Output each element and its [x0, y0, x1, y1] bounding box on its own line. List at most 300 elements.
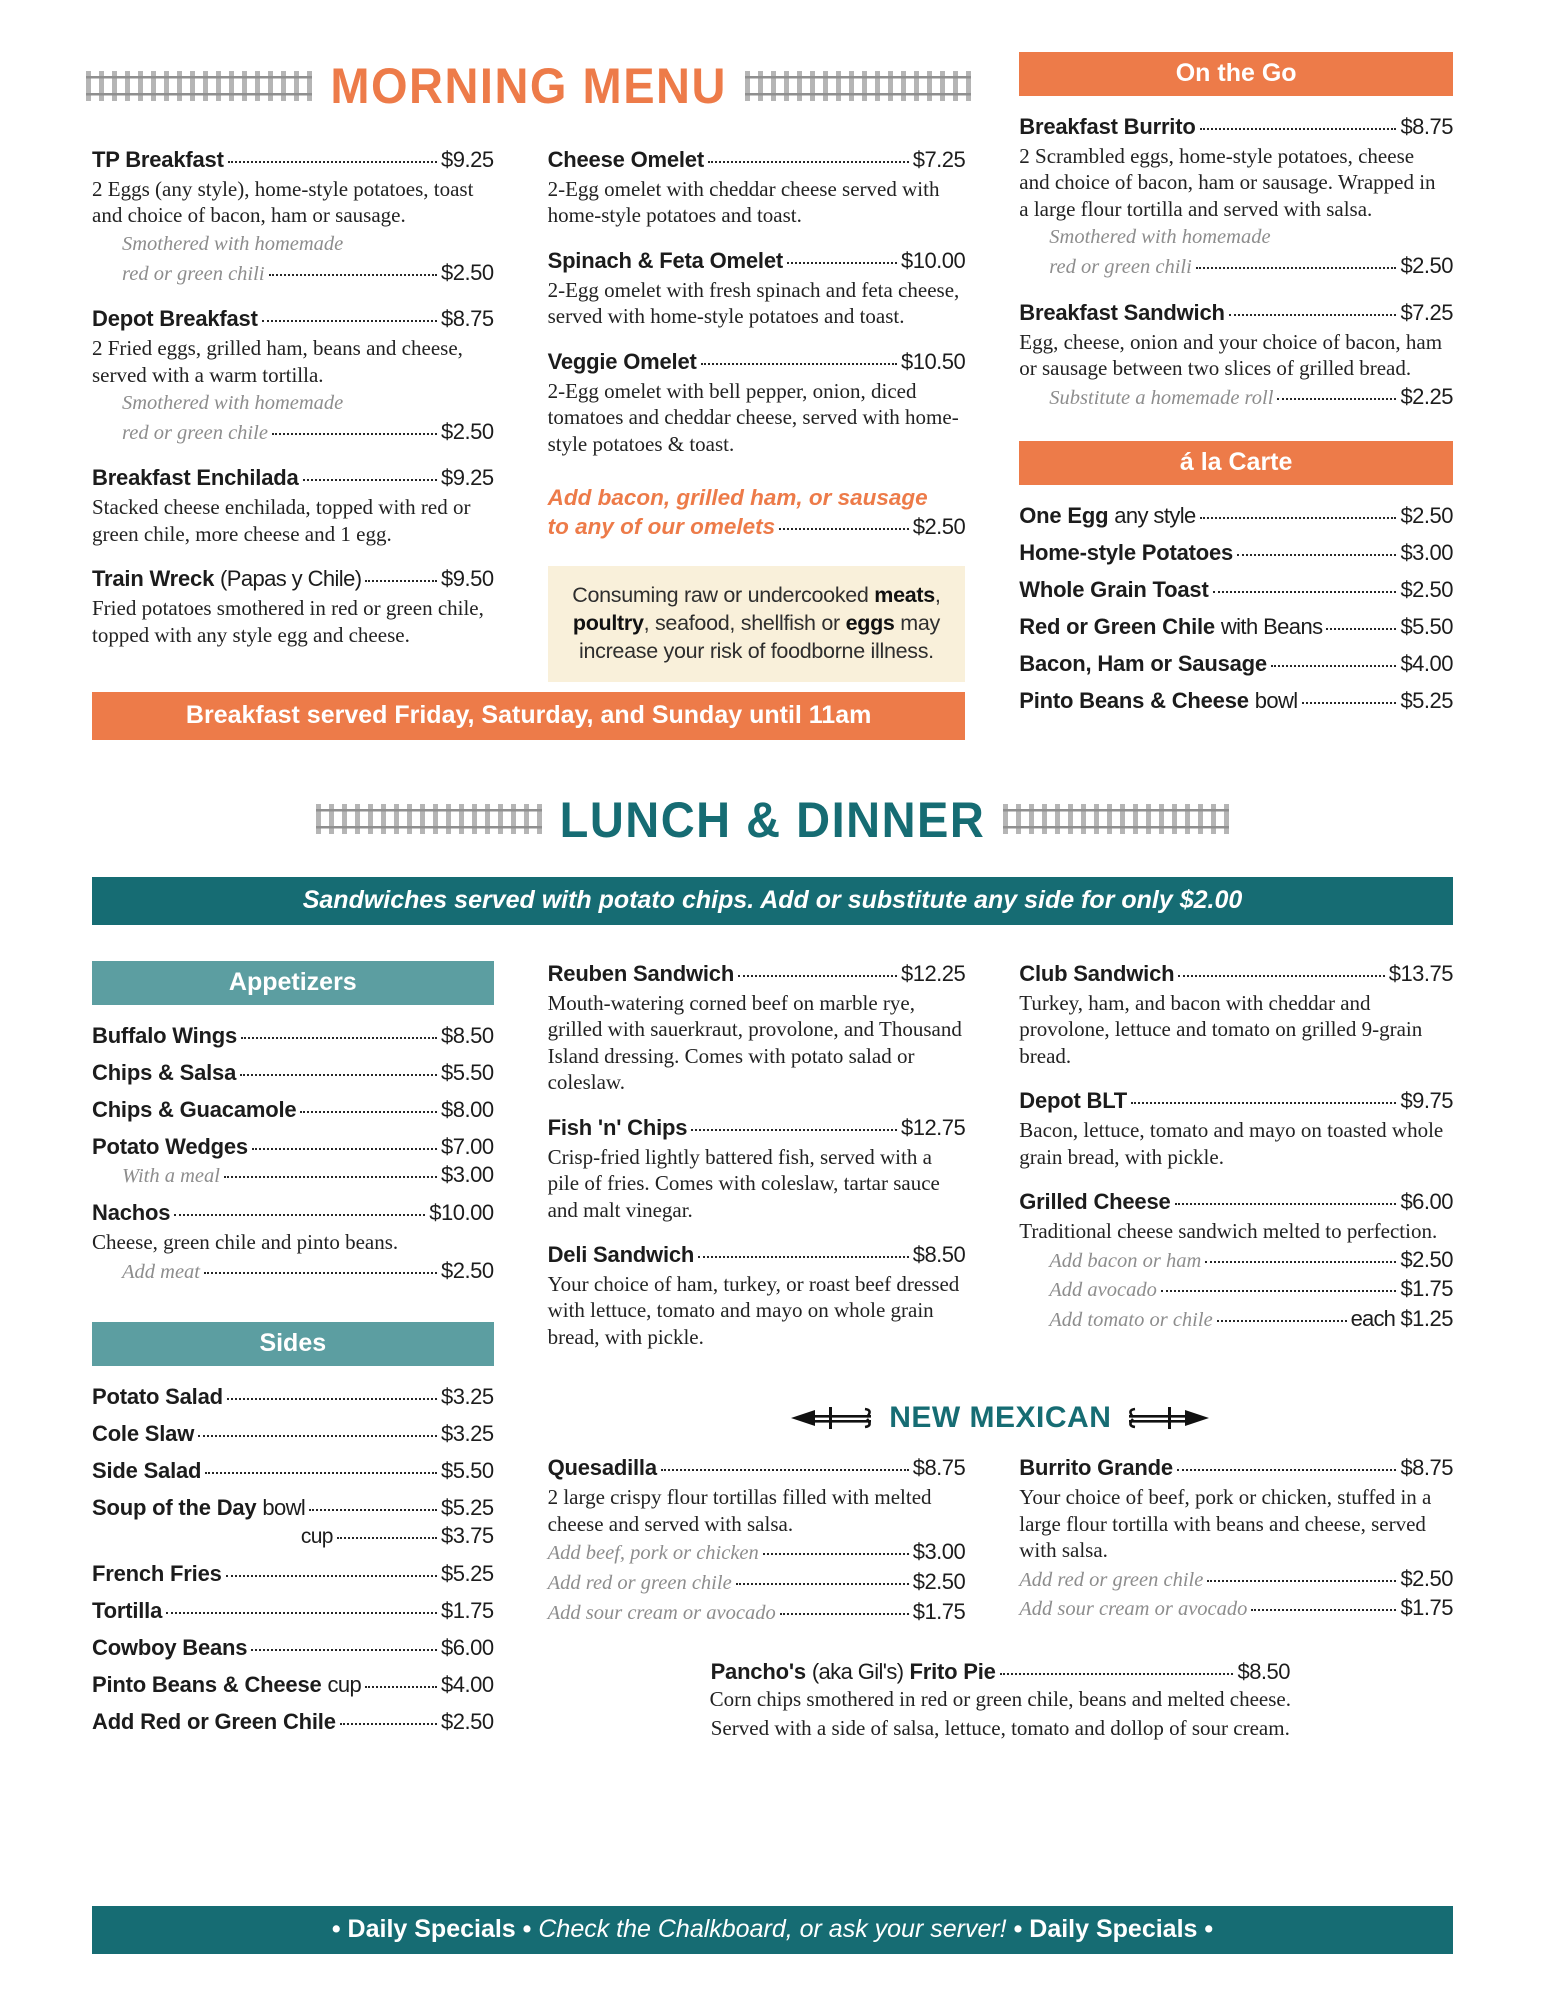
menu-item-name: Chips & Salsa: [92, 1059, 237, 1085]
menu-item-addon-price: $3.00: [912, 1539, 966, 1565]
a-la-carte-header: á la Carte: [1019, 441, 1453, 485]
menu-item: [548, 1455, 966, 1626]
menu-item-name: Pinto Beans & Cheese bowl: [1019, 688, 1298, 714]
dotted-leader: [272, 433, 437, 435]
menu-item-name-row: [92, 1495, 494, 1521]
menu-item-price: $8.50: [912, 1242, 966, 1267]
menu-item: [548, 1242, 966, 1350]
dotted-leader: [300, 1111, 437, 1113]
menu-item-price: $5.50: [1400, 614, 1453, 640]
menu-item-price: $9.25: [441, 147, 494, 172]
dotted-leader: [240, 1074, 437, 1076]
menu-item-name: Cheese Omelet: [547, 147, 704, 172]
menu-item-price: $5.50: [441, 1457, 494, 1483]
menu-item: [92, 1458, 494, 1484]
morning-section: [92, 52, 1453, 740]
menu-item: [548, 248, 966, 330]
menu-item: [92, 465, 494, 547]
menu-item-price: $9.75: [1400, 1088, 1453, 1114]
dotted-leader: [1277, 398, 1396, 400]
menu-item: [92, 1672, 494, 1698]
menu-item: [1019, 577, 1453, 603]
arrow-right-ornament-icon: [1125, 1405, 1211, 1431]
menu-item-addon-label: With a meal: [122, 1164, 220, 1187]
menu-item-name: Depot BLT: [1019, 1088, 1128, 1114]
dotted-leader: [1271, 665, 1397, 667]
menu-item-price: $2.50: [1400, 503, 1453, 529]
menu-item-description: 2 large crispy flour tortillas filled with melted cheese and served with salsa.: [547, 1485, 932, 1536]
menu-item-name: Breakfast Sandwich: [1019, 299, 1225, 325]
dotted-leader: [1205, 1261, 1396, 1263]
dotted-leader: [1326, 628, 1396, 630]
menu-item-name-row: [92, 1598, 494, 1624]
menu-item-addon-row: [1019, 1276, 1453, 1304]
menu-item-name: Grilled Cheese: [1019, 1189, 1171, 1215]
menu-item-addon-label: Add meat: [122, 1260, 200, 1283]
menu-item-name-row: [92, 465, 494, 491]
menu-item-addon-label: Add red or green chile: [1019, 1568, 1204, 1591]
train-track-icon: [745, 71, 971, 101]
dotted-leader: [226, 1575, 437, 1577]
appetizers-items: [92, 1023, 494, 1286]
menu-item-name: Reuben Sandwich: [547, 960, 735, 986]
dotted-leader: [1200, 517, 1397, 519]
dotted-leader: [1161, 1290, 1397, 1292]
menu-item-name-row: [1019, 651, 1453, 677]
omelet-items: [548, 147, 966, 457]
dotted-leader: [205, 1472, 437, 1474]
menu-item-name: Home-style Potatoes: [1019, 540, 1234, 566]
menu-item-addon-label: red or green chili: [122, 262, 265, 285]
menu-item-name: Quesadilla: [547, 1455, 657, 1481]
menu-item-price: $5.25: [1400, 688, 1453, 714]
dotted-leader: [198, 1435, 437, 1437]
sandwich-note-banner: Sandwiches served with potato chips. Add or substitute any side for only $2.00: [92, 877, 1453, 925]
menu-item-name-row: [548, 1455, 966, 1481]
menu-item: [1019, 540, 1453, 566]
dotted-leader: [787, 262, 897, 264]
addon-price-prefix: each: [1350, 1305, 1401, 1331]
menu-item-name-row: [92, 306, 494, 332]
menu-item-price: $2.50: [441, 1708, 494, 1734]
menu-item-description: 2 Scrambled eggs, home-style potatoes, cheese and choice of bacon, ham or sausage. Wrapped in a large flour tortilla and served with salsa.: [1019, 144, 1436, 221]
menu-item-addon-row: [92, 1258, 494, 1286]
menu-item-price: $12.75: [900, 1114, 966, 1140]
appetizers-header: Appetizers: [92, 961, 494, 1005]
menu-item: [92, 1097, 494, 1123]
banner-text-segment: eggs: [845, 610, 895, 635]
breakfast-hours-banner-wrap: [92, 682, 965, 740]
menu-item-description: 2-Egg omelet with fresh spinach and feta cheese, served with home-style potatoes and toast.: [547, 277, 960, 329]
dotted-leader: [738, 975, 897, 977]
banner-text-segment: • Daily Specials •: [1006, 1915, 1214, 1943]
dotted-leader: [763, 1553, 909, 1555]
menu-item-description: Traditional cheese sandwich melted to perfection.: [1019, 1219, 1438, 1244]
menu-item-description: Turkey, ham, and bacon with cheddar and provolone, lettuce and tomato on grilled 9-grain bread.: [1019, 990, 1423, 1068]
menu-item-addon-row: [1019, 253, 1453, 281]
dotted-leader: [1196, 267, 1397, 269]
menu-item-price: $5.50: [441, 1059, 494, 1085]
menu-item-addon-row: [1019, 1595, 1453, 1623]
menu-item-name-row: [1019, 300, 1453, 326]
on-the-go-items: [1019, 114, 1453, 411]
menu-item-addon-price: $2.50: [1400, 1246, 1453, 1272]
menu-item-addon-price: $1.75: [912, 1598, 966, 1624]
banner-text-segment: Check the Chalkboard, or ask your server!: [538, 1915, 1007, 1943]
menu-item-price: $10.00: [429, 1200, 494, 1226]
lunch-column-2: [548, 961, 966, 1374]
menu-item-name: Chips & Guacamole: [92, 1096, 297, 1122]
new-mexican-right: [1019, 1455, 1453, 1649]
lunch-section: [92, 961, 1453, 1746]
menu-item-description: 2 Eggs (any style), home-style potatoes, toast and choice of bacon, ham or sausage.: [92, 177, 474, 228]
menu-item-name-row: [92, 1097, 494, 1123]
morning-title-row: [92, 58, 965, 113]
menu-item-name-row: [92, 1134, 494, 1160]
menu-item-name-row: [92, 147, 494, 173]
frito-name2: Frito Pie: [909, 1659, 996, 1685]
note-line2-row: [548, 512, 966, 542]
menu-item-price: $12.25: [900, 960, 966, 986]
food-safety-disclaimer: [548, 566, 966, 682]
dotted-leader: [736, 1583, 909, 1585]
menu-item-price: $6.00: [1400, 1189, 1453, 1215]
menu-item-price: $1.75: [441, 1597, 494, 1623]
menu-item-name-row: [92, 1561, 494, 1587]
frito-pie-item: [548, 1659, 1453, 1746]
frito-desc-1: Corn chips smothered in red or green chile, beans and melted cheese.: [709, 1687, 1291, 1712]
menu-item-addon-price: $2.50: [441, 418, 494, 444]
menu-item-addon-label: Smothered with homemade: [122, 392, 344, 415]
menu-item: [92, 1561, 494, 1587]
menu-item-name-light: with Beans: [1220, 614, 1323, 640]
daily-specials-banner: [92, 1906, 1453, 1954]
menu-item-price: $3.25: [441, 1383, 494, 1409]
note-price: $2.50: [912, 514, 966, 540]
menu-item-name: Fish 'n' Chips: [547, 1114, 688, 1140]
lunch-column-1: [92, 961, 494, 1746]
dotted-leader: [166, 1612, 437, 1614]
banner-text-segment: • Daily Specials •: [331, 1915, 539, 1943]
dotted-leader: [337, 1537, 437, 1539]
dotted-leader: [174, 1214, 425, 1216]
menu-item-name: One Egg any style: [1019, 503, 1196, 529]
menu-item: [548, 349, 966, 457]
menu-item-name: Breakfast Enchilada: [92, 465, 299, 491]
menu-item-name: Deli Sandwich: [547, 1242, 695, 1267]
menu-item-name: French Fries: [92, 1560, 222, 1586]
menu-item-name: Pinto Beans & Cheese cup: [92, 1671, 362, 1697]
dotted-leader: [365, 1686, 437, 1688]
dotted-leader: [241, 1037, 437, 1039]
menu-item: [1019, 1455, 1453, 1623]
menu-item: [92, 1709, 494, 1735]
menu-item: [1019, 114, 1453, 281]
menu-item-price: $7.00: [441, 1133, 494, 1159]
dotted-leader: [1213, 591, 1397, 593]
menu-item-name-row: [92, 1200, 494, 1226]
dotted-leader: [1207, 1580, 1396, 1582]
menu-item-price: $5.25: [441, 1560, 494, 1586]
menu-item-name: Potato Wedges: [92, 1133, 248, 1159]
menu-item-name: Tortilla: [92, 1597, 163, 1623]
on-the-go-header: On the Go: [1019, 52, 1453, 96]
menu-item-price: $7.25: [912, 147, 966, 172]
banner-text-segment: , seafood, shellfish or: [643, 610, 846, 635]
menu-item-name-row: [1019, 540, 1453, 566]
menu-item-description: Crisp-fried lightly battered fish, served with a pile of fries. Comes with coleslaw, tartar sauce and malt vinegar.: [547, 1144, 940, 1222]
dotted-leader: [780, 1613, 909, 1615]
menu-item: [1019, 503, 1453, 529]
menu-item: [548, 961, 966, 1096]
menu-item-name: Bacon, Ham or Sausage: [1019, 651, 1267, 677]
new-mexican-title: NEW MEXICAN: [889, 1401, 1112, 1435]
menu-item-addon-label: Substitute a homemade roll: [1049, 386, 1274, 409]
menu-item-addon-row: [1019, 1306, 1453, 1334]
menu-item-name-row: [548, 147, 966, 173]
menu-item-addon-label: Add sour cream or avocado: [547, 1601, 776, 1624]
menu-item-addon-price: $2.25: [1400, 383, 1453, 409]
dotted-leader: [1229, 314, 1397, 316]
menu-item-name: Whole Grain Toast: [1019, 577, 1209, 603]
dotted-leader: [1177, 1469, 1397, 1471]
dotted-leader: [1237, 554, 1396, 556]
lunch-title: LUNCH & DINNER: [559, 791, 986, 848]
menu-item-name-row: [1019, 961, 1453, 987]
menu-item-addon-row: [92, 419, 494, 447]
menu-item-addon-label: Smothered with homemade: [1049, 226, 1271, 249]
menu-item-addon-label: cup: [300, 1524, 333, 1548]
menu-item-name-row: [548, 1115, 966, 1141]
banner-text-segment: poultry: [572, 610, 644, 635]
menu-item-price: $5.25: [441, 1494, 494, 1520]
menu-item-name: Veggie Omelet: [547, 348, 697, 374]
menu-item: [92, 1023, 494, 1049]
dotted-leader: [701, 363, 897, 365]
menu-item-name-light: bowl: [262, 1494, 306, 1520]
dotted-leader: [252, 1148, 437, 1150]
frito-desc-2: Served with a side of salsa, lettuce, tomato and dollop of sour cream.: [710, 1715, 1290, 1740]
menu-item-price: $8.75: [1400, 1455, 1453, 1481]
menu-item-price: $7.25: [1400, 299, 1453, 325]
menu-item-name-light: bowl: [1254, 688, 1298, 714]
menu-item-addon-row: [1019, 1566, 1453, 1594]
menu-item-addon-row: [92, 231, 494, 258]
menu-item-name: Depot Breakfast: [92, 306, 258, 332]
menu-item-addon-price: $2.50: [441, 1257, 494, 1283]
menu-item-addon-price: $2.50: [1400, 253, 1453, 278]
banner-text-segment: ,: [934, 583, 941, 608]
menu-item: [1019, 688, 1453, 714]
menu-item: [92, 1421, 494, 1447]
menu-item-addon-row: [1019, 1247, 1453, 1275]
menu-item-addon-row: [548, 1539, 966, 1567]
menu-item-price: $8.75: [441, 306, 494, 332]
dotted-leader: [661, 1469, 909, 1471]
dotted-leader: [1131, 1102, 1396, 1104]
dotted-leader: [1302, 702, 1397, 704]
menu-item-addon-row: [548, 1569, 966, 1597]
menu-item: [92, 1134, 494, 1190]
menu-item-name: Red or Green Chile with Beans: [1019, 614, 1323, 640]
menu-item-name: Burrito Grande: [1019, 1455, 1173, 1481]
menu-item-name: Train Wreck (Papas y Chile): [92, 566, 362, 592]
menu-item: [92, 306, 494, 446]
menu-item-addon-row: [92, 260, 494, 288]
train-track-icon: [1003, 804, 1229, 834]
frito-light: (aka Gil's): [811, 1659, 904, 1685]
menu-item-addon-price: $3.75: [441, 1522, 494, 1548]
menu-item-name: TP Breakfast: [92, 147, 224, 172]
menu-item-description: Egg, cheese, onion and your choice of bacon, ham or sausage between two slices of grilled bread.: [1019, 329, 1443, 381]
menu-item-addon-label: Smothered with homemade: [122, 232, 344, 255]
menu-item-addon-price: $3.00: [441, 1161, 494, 1187]
frito-price: $8.50: [1237, 1659, 1291, 1685]
menu-item-name-light: (Papas y Chile): [220, 566, 362, 592]
menu-item-price: $8.75: [912, 1455, 966, 1481]
menu-item-name-row: [92, 1635, 494, 1661]
menu-item: [92, 147, 494, 287]
menu-item-addon-label: Add tomato or chile: [1049, 1308, 1213, 1331]
menu-item-price: $13.75: [1388, 960, 1453, 986]
menu-item-name-row: [1019, 577, 1453, 603]
menu-item-addon-row: [1019, 224, 1453, 251]
menu-item-description: Your choice of ham, turkey, or roast beef dressed with lettuce, tomato and mayo on whole grain bread, with pickle.: [547, 1272, 960, 1349]
menu-item: [92, 566, 494, 648]
dotted-leader: [227, 1398, 437, 1400]
menu-item-description: 2-Egg omelet with bell pepper, onion, diced tomatoes and cheddar cheese, served with home-style potatoes & toast.: [547, 378, 959, 456]
new-mexican-header-row: [548, 1399, 1453, 1437]
sides-header: Sides: [92, 1322, 494, 1366]
train-track-icon: [86, 71, 312, 101]
menu-item-name-row: [92, 1709, 494, 1735]
morning-column-1: [92, 147, 494, 682]
menu-item-description: Your choice of beef, pork or chicken, stuffed in a large flour tortilla with beans and cheese, served with salsa.: [1019, 1485, 1432, 1563]
menu-item-addon-row: [1019, 384, 1453, 412]
menu-item-name: Add Red or Green Chile: [92, 1708, 336, 1734]
dotted-leader: [1217, 1320, 1347, 1322]
dotted-leader: [204, 1272, 437, 1274]
morning-column-2: [548, 147, 966, 682]
dotted-leader: [251, 1649, 437, 1651]
menu-item: [92, 1495, 494, 1550]
arrow-left-ornament-icon: [789, 1405, 875, 1431]
menu-item-name: Soup of the Day bowl: [92, 1494, 306, 1520]
menu-item-price: $3.25: [441, 1420, 494, 1446]
note-line1: Add bacon, grilled ham, or sausage: [547, 485, 928, 511]
dotted-leader: [309, 1509, 437, 1511]
menu-item-name-row: [1019, 1088, 1453, 1114]
menu-item: [92, 1200, 494, 1285]
menu-item-addon-price: $2.50: [1400, 1565, 1453, 1591]
dotted-leader: [1178, 975, 1384, 977]
menu-item-name: Nachos: [92, 1200, 171, 1226]
menu-item-addon-price: $1.75: [1400, 1595, 1453, 1621]
menu-item-name-row: [92, 566, 494, 592]
menu-item-addon-price: $1.75: [1400, 1276, 1453, 1302]
menu-item-price: $8.75: [1400, 114, 1453, 139]
menu-item-name-row: [548, 349, 966, 375]
menu-item-addon-label: Add sour cream or avocado: [1019, 1598, 1248, 1621]
menu-item-description: Stacked cheese enchilada, topped with red or green chile, more cheese and 1 egg.: [92, 495, 471, 546]
menu-item-description: Fried potatoes smothered in red or green chile, topped with any style egg and cheese.: [92, 596, 484, 647]
menu-item-name-row: [92, 1023, 494, 1049]
menu-item: [548, 147, 966, 229]
banner-text-segment: may increase your risk of foodborne illness.: [578, 610, 940, 663]
menu-item-price: $10.00: [900, 247, 966, 273]
dotted-leader: [1251, 1609, 1396, 1611]
menu-item-price: $10.50: [900, 348, 966, 374]
menu-item-name-light: any style: [1114, 503, 1196, 529]
menu-item-addon-row: [92, 1162, 494, 1190]
menu-item-addon-row: [548, 1599, 966, 1627]
dotted-leader: [1000, 1673, 1234, 1675]
menu-item-price: $6.00: [441, 1634, 494, 1660]
menu-item-addon-row: [92, 390, 494, 417]
menu-item: [548, 1115, 966, 1223]
menu-item-addon-label: Add beef, pork or chicken: [547, 1542, 759, 1565]
menu-item-name-row: [1019, 614, 1453, 640]
menu-item: [1019, 300, 1453, 412]
menu-item-name-row: [1019, 503, 1453, 529]
omelet-addon-note: [548, 483, 966, 542]
menu-item-name: Breakfast Burrito: [1019, 114, 1196, 139]
dotted-leader: [228, 161, 437, 163]
menu-item-description: 2 Fried eggs, grilled ham, beans and cheese, served with a warm tortilla.: [92, 336, 463, 387]
menu-item-description: Bacon, lettuce, tomato and mayo on toasted whole grain bread, with pickle.: [1019, 1118, 1444, 1169]
menu-item-name-row: [548, 961, 966, 987]
menu-item-name: Cole Slaw: [92, 1420, 195, 1446]
frito-pie-row: [711, 1659, 1290, 1685]
train-track-icon: [316, 804, 542, 834]
menu-item: [1019, 1189, 1453, 1333]
frito-name1: Pancho's: [710, 1659, 806, 1685]
menu-item: [92, 1060, 494, 1086]
dotted-leader: [691, 1129, 897, 1131]
menu-item: [1019, 961, 1453, 1069]
menu-item-name-row: [548, 1242, 966, 1268]
sides-items: [92, 1384, 494, 1735]
menu-item-name-row: [92, 1421, 494, 1447]
menu-item-price: $4.00: [441, 1671, 494, 1697]
menu-item-price: $3.00: [1400, 540, 1453, 566]
menu-item: [92, 1598, 494, 1624]
menu-item-addon-price: $2.50: [441, 259, 494, 285]
dotted-leader: [708, 161, 909, 163]
menu-item-addon-label: red or green chili: [1049, 256, 1192, 278]
dotted-leader: [1200, 128, 1397, 130]
menu-item-price: $9.50: [441, 566, 494, 592]
daily-specials-banner-wrap: [92, 1906, 1453, 1954]
menu-item-price: $9.25: [441, 465, 494, 491]
dotted-leader: [303, 479, 438, 481]
menu-item: [92, 1635, 494, 1661]
morning-column-3: [1019, 52, 1453, 740]
breakfast-hours-banner: Breakfast served Friday, Saturday, and Sunday until 11am: [92, 692, 965, 740]
menu-item-name-row: [1019, 1455, 1453, 1481]
menu-item-name-row: [1019, 1189, 1453, 1215]
lunch-title-row: [92, 792, 1453, 847]
menu-item-name-light: cup: [327, 1671, 362, 1697]
dotted-leader: [269, 274, 438, 276]
menu-item-description: Mouth-watering corned beef on marble rye, grilled with sauerkraut, provolone, and Thousand Island dressing. Comes with potato salad or coleslaw.: [547, 990, 962, 1095]
menu-item-name: Side Salad: [92, 1457, 202, 1483]
menu-item-name-row: [1019, 688, 1453, 714]
menu-item-name: Club Sandwich: [1019, 960, 1175, 986]
menu-item: [92, 1384, 494, 1410]
dotted-leader: [365, 580, 437, 582]
menu-item-name: Potato Salad: [92, 1383, 223, 1409]
